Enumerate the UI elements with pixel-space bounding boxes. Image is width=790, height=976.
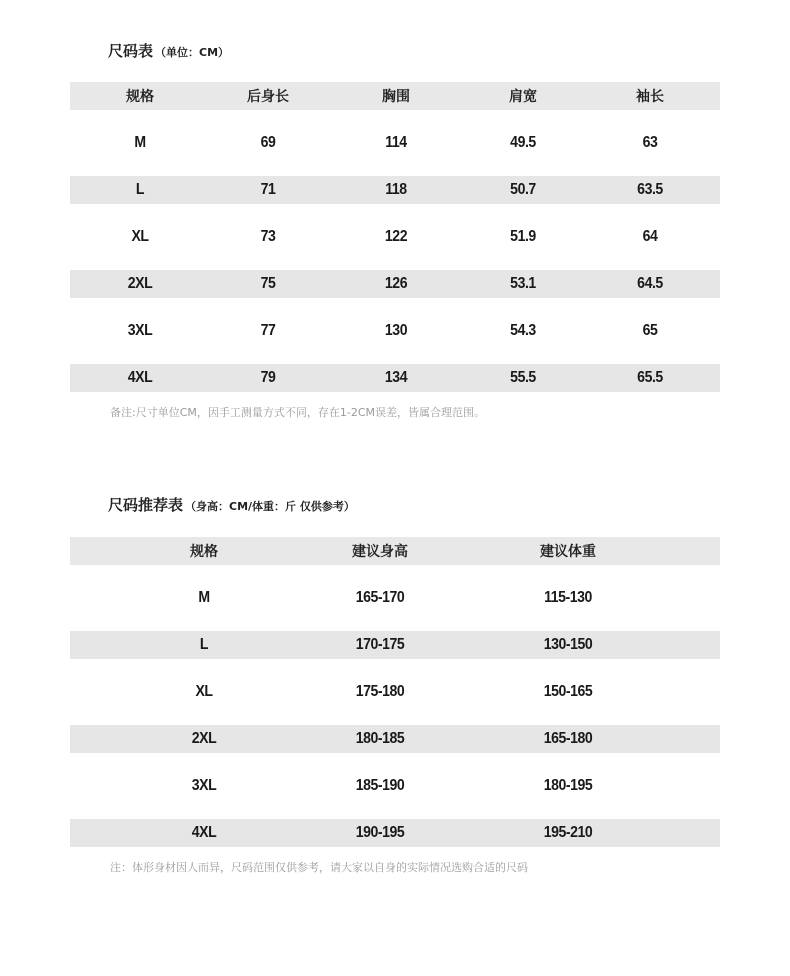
value-cell: 75 — [260, 275, 276, 292]
size-cell: M — [134, 134, 146, 151]
size-cell: 4XL — [191, 824, 217, 841]
size-cell: M — [198, 589, 210, 606]
size-cell: 3XL — [191, 777, 217, 794]
column-header: 规格 — [126, 89, 154, 105]
value-cell: 180-195 — [543, 777, 593, 794]
size-chart-note: 备注:尺寸单位CM，因手工测量方式不同，存在1-2CM误差，皆属合理范围。 — [110, 406, 486, 419]
size-recommendation-title-text: 尺码推荐表 — [108, 496, 184, 514]
value-cell: 185-190 — [355, 777, 405, 794]
table-row — [70, 204, 720, 270]
table-header-row — [70, 82, 720, 110]
value-cell: 64 — [642, 228, 658, 245]
column-header: 胸围 — [382, 89, 410, 105]
size-cell: 4XL — [127, 369, 153, 386]
table-row — [70, 110, 720, 176]
size-cell: XL — [195, 683, 213, 700]
value-cell: 130-150 — [543, 636, 593, 653]
value-cell: 165-180 — [543, 730, 593, 747]
table-row — [70, 819, 720, 847]
size-chart-table — [70, 82, 720, 392]
size-cell: XL — [131, 228, 149, 245]
table-row — [70, 298, 720, 364]
value-cell: 126 — [384, 275, 408, 292]
value-cell: 49.5 — [510, 134, 536, 151]
table-row — [70, 176, 720, 204]
column-header: 建议体重 — [540, 544, 596, 560]
size-chart-title — [108, 40, 229, 61]
column-header: 规格 — [190, 544, 218, 560]
value-cell: 54.3 — [510, 322, 536, 339]
table-row — [70, 364, 720, 392]
table-row — [70, 753, 720, 819]
value-cell: 130 — [384, 322, 408, 339]
value-cell: 65 — [642, 322, 658, 339]
value-cell: 134 — [384, 369, 408, 386]
size-cell: L — [199, 636, 209, 653]
value-cell: 165-170 — [355, 589, 405, 606]
size-recommendation-table — [70, 537, 720, 847]
column-header: 后身长 — [247, 89, 289, 105]
size-cell: 2XL — [191, 730, 217, 747]
size-recommendation-note: 注：体形身材因人而异，尺码范围仅供参考，请大家以自身的实际情况选购合适的尺码 — [110, 861, 528, 874]
value-cell: 170-175 — [355, 636, 405, 653]
size-chart-unit: （单位：CM） — [155, 46, 230, 59]
value-cell: 65.5 — [637, 369, 663, 386]
size-cell: 3XL — [127, 322, 153, 339]
table-row — [70, 659, 720, 725]
size-recommendation-title — [108, 494, 355, 515]
value-cell: 63 — [642, 134, 658, 151]
value-cell: 73 — [260, 228, 276, 245]
column-header: 建议身高 — [352, 544, 408, 560]
value-cell: 195-210 — [543, 824, 593, 841]
size-recommendation-unit: （身高：CM/体重：斤 仅供参考） — [185, 500, 355, 513]
column-header: 肩宽 — [509, 89, 537, 105]
table-header-row — [70, 537, 720, 565]
value-cell: 63.5 — [637, 181, 663, 198]
value-cell: 150-165 — [543, 683, 593, 700]
table-row — [70, 725, 720, 753]
table-row — [70, 631, 720, 659]
size-cell: 2XL — [127, 275, 153, 292]
value-cell: 79 — [260, 369, 276, 386]
value-cell: 114 — [385, 134, 407, 151]
value-cell: 50.7 — [510, 181, 536, 198]
value-cell: 55.5 — [510, 369, 536, 386]
value-cell: 175-180 — [355, 683, 405, 700]
value-cell: 190-195 — [355, 824, 405, 841]
value-cell: 69 — [260, 134, 276, 151]
value-cell: 118 — [385, 181, 407, 198]
value-cell: 115-130 — [544, 589, 592, 606]
value-cell: 180-185 — [355, 730, 405, 747]
value-cell: 71 — [260, 181, 276, 198]
size-cell: L — [135, 181, 145, 198]
value-cell: 77 — [260, 322, 276, 339]
value-cell: 64.5 — [637, 275, 663, 292]
table-row — [70, 565, 720, 631]
column-header: 袖长 — [636, 89, 664, 105]
value-cell: 51.9 — [510, 228, 536, 245]
value-cell: 122 — [384, 228, 408, 245]
value-cell: 53.1 — [510, 275, 536, 292]
table-row — [70, 270, 720, 298]
size-chart-title-text: 尺码表 — [108, 42, 154, 60]
